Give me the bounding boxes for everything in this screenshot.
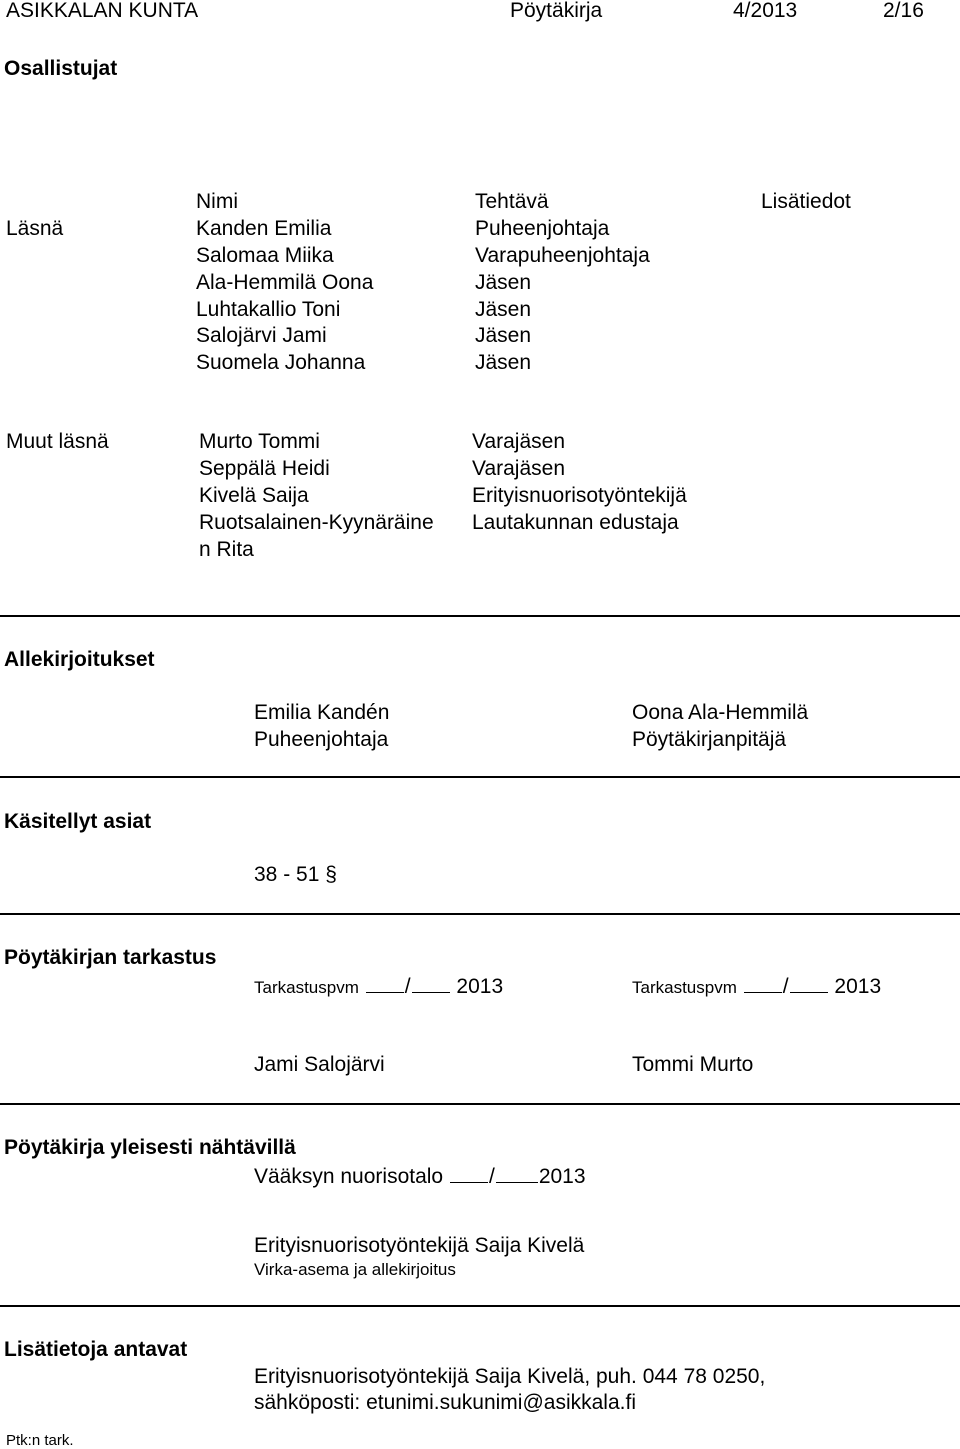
reviewer-left: Jami Salojärvi bbox=[254, 1053, 385, 1076]
review-date-label: Tarkastuspvm bbox=[632, 978, 737, 997]
other-name: Ruotsalainen-Kyynäräine bbox=[199, 511, 434, 534]
public-place-line bbox=[254, 1164, 586, 1187]
public-signer: Erityisnuorisotyöntekijä Saija Kivelä bbox=[254, 1234, 585, 1257]
public-place: Vääksyn nuorisotalo bbox=[254, 1165, 444, 1188]
present-name: Salojärvi Jami bbox=[196, 324, 327, 347]
present-role: Jäsen bbox=[475, 324, 532, 347]
present-name: Salomaa Miika bbox=[196, 244, 334, 267]
date-slash: / bbox=[488, 1165, 495, 1188]
present-name: Kanden Emilia bbox=[196, 217, 332, 240]
present-role: Jäsen bbox=[475, 298, 532, 321]
date-blank bbox=[496, 1164, 538, 1183]
section-divider bbox=[0, 913, 960, 915]
public-signer-note: Virka-asema ja allekirjoitus bbox=[254, 1260, 456, 1279]
other-name: Kivelä Saija bbox=[199, 484, 309, 507]
present-role: Varapuheenjohtaja bbox=[475, 244, 650, 267]
org-name: ASIKKALAN KUNTA bbox=[6, 0, 199, 22]
review-year: 2013 bbox=[834, 975, 882, 998]
review-year: 2013 bbox=[456, 975, 504, 998]
page-number: 2/16 bbox=[883, 0, 924, 22]
doc-number: 4/2013 bbox=[733, 0, 798, 22]
reviewer-right: Tommi Murto bbox=[632, 1053, 754, 1076]
items-range: 38 - 51 § bbox=[254, 863, 337, 886]
info-email-line: sähköposti: etunimi.sukunimi@asikkala.fi bbox=[254, 1391, 636, 1414]
section-divider bbox=[0, 615, 960, 617]
public-year: 2013 bbox=[538, 1165, 586, 1188]
review-date-right bbox=[632, 974, 881, 997]
review-date-label: Tarkastuspvm bbox=[254, 978, 359, 997]
col-info-header: Lisätiedot bbox=[761, 190, 851, 213]
others-label: Muut läsnä bbox=[6, 430, 109, 453]
participants-heading: Osallistujat bbox=[4, 57, 118, 80]
present-role: Jäsen bbox=[475, 351, 532, 374]
chair-role: Puheenjohtaja bbox=[254, 728, 389, 751]
other-role: Erityisnuorisotyöntekijä bbox=[472, 484, 687, 507]
info-heading: Lisätietoja antavat bbox=[4, 1338, 188, 1361]
present-name: Suomela Johanna bbox=[196, 351, 366, 374]
present-role: Jäsen bbox=[475, 271, 532, 294]
section-divider bbox=[0, 1103, 960, 1105]
other-name: Murto Tommi bbox=[199, 430, 320, 453]
info-contact-line: Erityisnuorisotyöntekijä Saija Kivelä, puh. 044 78 0250, bbox=[254, 1365, 766, 1388]
present-name: Luhtakallio Toni bbox=[196, 298, 341, 321]
section-divider bbox=[0, 1305, 960, 1307]
footer-checker: Ptk:n tark. bbox=[6, 1432, 74, 1449]
review-heading: Pöytäkirjan tarkastus bbox=[4, 946, 217, 969]
signatures-heading: Allekirjoitukset bbox=[4, 648, 155, 671]
section-divider bbox=[0, 776, 960, 778]
date-blank bbox=[744, 974, 782, 993]
other-name-continuation: n Rita bbox=[199, 538, 254, 561]
other-role: Lautakunnan edustaja bbox=[472, 511, 679, 534]
date-slash: / bbox=[782, 975, 789, 998]
date-blank bbox=[412, 974, 450, 993]
date-blank bbox=[790, 974, 828, 993]
date-slash: / bbox=[404, 975, 411, 998]
date-blank bbox=[366, 974, 404, 993]
present-label: Läsnä bbox=[6, 217, 64, 240]
doc-type: Pöytäkirja bbox=[510, 0, 603, 22]
present-role: Puheenjohtaja bbox=[475, 217, 610, 240]
other-role: Varajäsen bbox=[472, 457, 566, 480]
other-role: Varajäsen bbox=[472, 430, 566, 453]
other-name: Seppälä Heidi bbox=[199, 457, 330, 480]
date-blank bbox=[450, 1164, 488, 1183]
secretary-name: Oona Ala-Hemmilä bbox=[632, 701, 809, 724]
present-name: Ala-Hemmilä Oona bbox=[196, 271, 374, 294]
col-name-header: Nimi bbox=[196, 190, 238, 213]
col-role-header: Tehtävä bbox=[475, 190, 549, 213]
secretary-role: Pöytäkirjanpitäjä bbox=[632, 728, 787, 751]
chair-name: Emilia Kandén bbox=[254, 701, 390, 724]
public-heading: Pöytäkirja yleisesti nähtävillä bbox=[4, 1136, 296, 1159]
items-heading: Käsitellyt asiat bbox=[4, 810, 152, 833]
review-date-left bbox=[254, 974, 503, 997]
